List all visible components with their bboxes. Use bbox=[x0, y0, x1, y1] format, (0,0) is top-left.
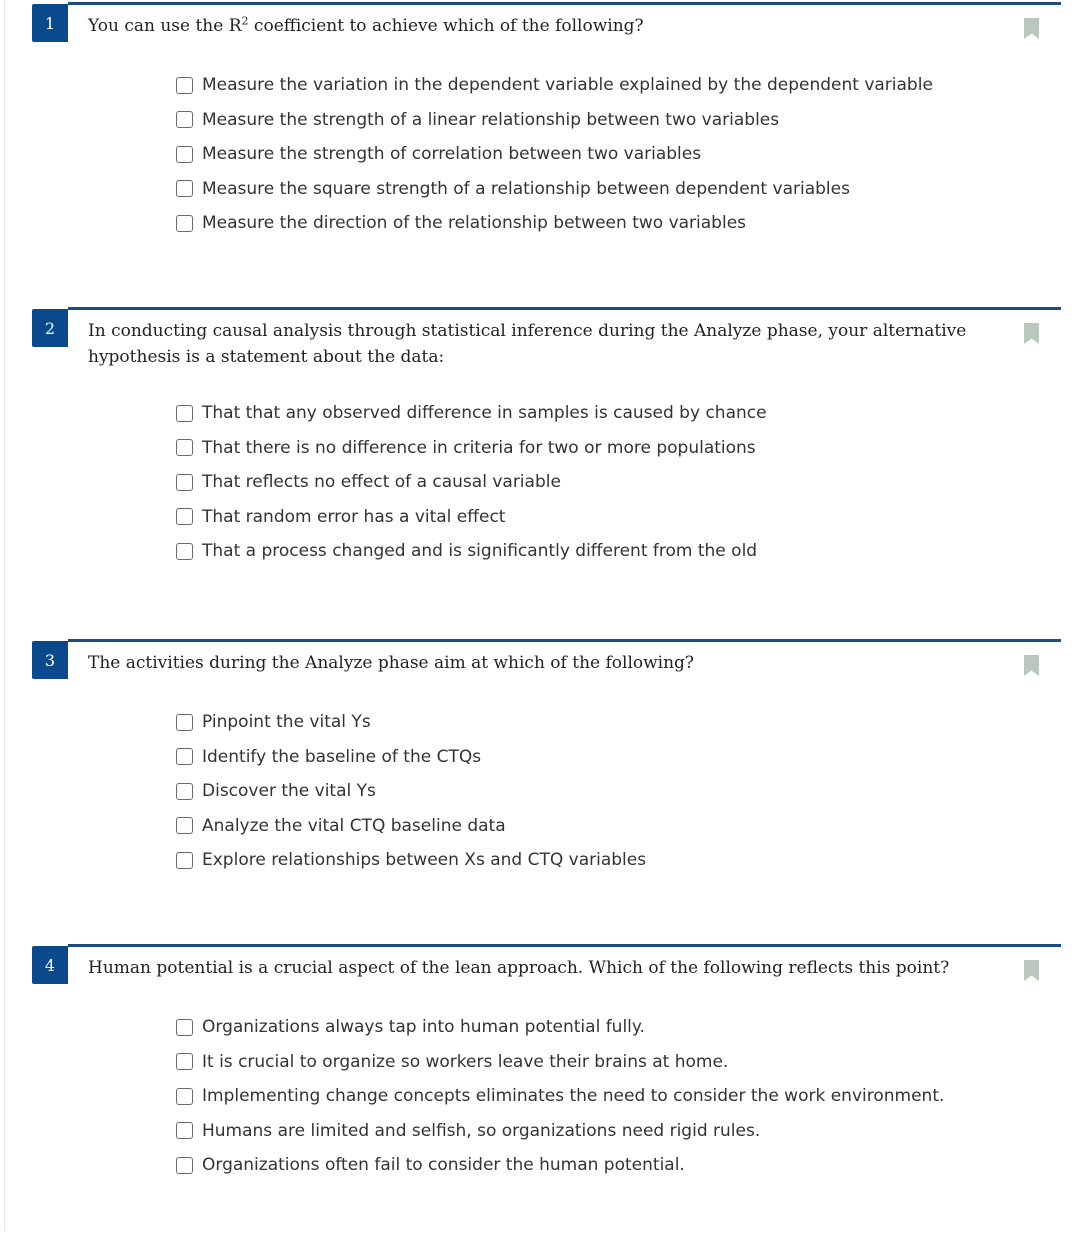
question-text: The activities during the Analyze phase aim at which of the following? bbox=[88, 653, 695, 673]
checkbox-icon[interactable] bbox=[176, 1122, 193, 1139]
bookmark-icon[interactable] bbox=[1024, 18, 1039, 39]
question-text-end: coefficient to achieve which of the following? bbox=[248, 16, 644, 36]
checkbox-icon[interactable] bbox=[176, 783, 193, 800]
question-number: 3 bbox=[32, 641, 68, 679]
question-1 bbox=[30, 2, 1061, 302]
answer-option-label: Humans are limited and selfish, so organizations need rigid rules. bbox=[202, 1120, 761, 1141]
answer-option-label: It is crucial to organize so workers leave their brains at home. bbox=[202, 1051, 729, 1072]
answer-option[interactable] bbox=[176, 137, 933, 172]
answer-option[interactable] bbox=[176, 206, 933, 241]
answer-options bbox=[176, 705, 646, 878]
question-divider bbox=[68, 2, 1061, 5]
question-divider bbox=[68, 639, 1061, 642]
answer-option[interactable] bbox=[176, 1010, 944, 1045]
answer-option[interactable] bbox=[176, 1079, 944, 1114]
question-3 bbox=[30, 639, 1061, 939]
answer-option-label: That reflects no effect of a causal variable bbox=[202, 472, 561, 493]
answer-option[interactable] bbox=[176, 1045, 944, 1080]
answer-option-label: Measure the variation in the dependent variable explained by the dependent variable bbox=[202, 75, 933, 96]
question-text: In conducting causal analysis through statistical inference during the Analyze phase, your alternative hypothesis is a statement about the data: bbox=[88, 321, 967, 367]
answer-option[interactable] bbox=[176, 103, 933, 138]
question-2 bbox=[30, 307, 1061, 607]
bookmark-icon[interactable] bbox=[1024, 655, 1039, 676]
checkbox-icon[interactable] bbox=[176, 111, 193, 128]
checkbox-icon[interactable] bbox=[176, 180, 193, 197]
question-number: 1 bbox=[32, 4, 68, 42]
question-divider bbox=[68, 944, 1061, 947]
checkbox-icon[interactable] bbox=[176, 1053, 193, 1070]
answer-options bbox=[176, 396, 767, 569]
question-text: Human potential is a crucial aspect of the lean approach. Which of the following reflects this point? bbox=[88, 958, 950, 978]
answer-option-label: Organizations often fail to consider the human potential. bbox=[202, 1155, 685, 1176]
checkbox-icon[interactable] bbox=[176, 474, 193, 491]
answer-option-label: That a process changed and is significantly different from the old bbox=[202, 541, 758, 562]
answer-option[interactable] bbox=[176, 465, 767, 500]
answer-option[interactable] bbox=[176, 396, 767, 431]
checkbox-icon[interactable] bbox=[176, 714, 193, 731]
checkbox-icon[interactable] bbox=[176, 1088, 193, 1105]
question-number: 2 bbox=[32, 309, 68, 347]
answer-option-label: That random error has a vital effect bbox=[202, 506, 506, 527]
answer-options bbox=[176, 1010, 944, 1183]
answer-option-label: Pinpoint the vital Ys bbox=[202, 712, 371, 733]
answer-option[interactable] bbox=[176, 1148, 944, 1183]
checkbox-icon[interactable] bbox=[176, 77, 193, 94]
answer-option-label: That that any observed difference in samples is caused by chance bbox=[202, 403, 767, 424]
answer-option-label: Analyze the vital CTQ baseline data bbox=[202, 815, 506, 836]
answer-option-label: Measure the square strength of a relationship between dependent variables bbox=[202, 178, 850, 199]
answer-option[interactable] bbox=[176, 68, 933, 103]
page-left-edge bbox=[4, 0, 5, 1231]
question-superscript: 2 bbox=[241, 14, 249, 28]
answer-options bbox=[176, 68, 933, 241]
answer-option[interactable] bbox=[176, 500, 767, 535]
answer-option[interactable] bbox=[176, 843, 646, 878]
checkbox-icon[interactable] bbox=[176, 748, 193, 765]
answer-option-label: Organizations always tap into human potential fully. bbox=[202, 1017, 645, 1038]
answer-option[interactable] bbox=[176, 809, 646, 844]
answer-option[interactable] bbox=[176, 774, 646, 809]
checkbox-icon[interactable] bbox=[176, 405, 193, 422]
answer-option[interactable] bbox=[176, 431, 767, 466]
answer-option-label: Measure the strength of a linear relationship between two variables bbox=[202, 109, 780, 130]
answer-option-label: Explore relationships between Xs and CTQ variables bbox=[202, 850, 647, 871]
answer-option-label: Identify the baseline of the CTQs bbox=[202, 746, 482, 767]
answer-option-label: Implementing change concepts eliminates the need to consider the work environment. bbox=[202, 1086, 945, 1107]
checkbox-icon[interactable] bbox=[176, 817, 193, 834]
answer-option-label: Discover the vital Ys bbox=[202, 781, 376, 802]
answer-option[interactable] bbox=[176, 705, 646, 740]
checkbox-icon[interactable] bbox=[176, 852, 193, 869]
answer-option[interactable] bbox=[176, 172, 933, 207]
answer-option[interactable] bbox=[176, 534, 767, 569]
checkbox-icon[interactable] bbox=[176, 508, 193, 525]
checkbox-icon[interactable] bbox=[176, 146, 193, 163]
answer-option[interactable] bbox=[176, 1114, 944, 1149]
question-text-start: You can use the R bbox=[88, 16, 242, 36]
question-number: 4 bbox=[32, 946, 68, 984]
checkbox-icon[interactable] bbox=[176, 439, 193, 456]
answer-option[interactable] bbox=[176, 740, 646, 775]
answer-option-label: Measure the strength of correlation between two variables bbox=[202, 144, 702, 165]
question-4 bbox=[30, 944, 1061, 1244]
bookmark-icon[interactable] bbox=[1024, 960, 1039, 981]
answer-option-label: That there is no difference in criteria for two or more populations bbox=[202, 437, 756, 458]
checkbox-icon[interactable] bbox=[176, 215, 193, 232]
question-text bbox=[88, 13, 1018, 39]
answer-option-label: Measure the direction of the relationship between two variables bbox=[202, 213, 747, 234]
question-divider bbox=[68, 307, 1061, 310]
bookmark-icon[interactable] bbox=[1024, 323, 1039, 344]
checkbox-icon[interactable] bbox=[176, 1019, 193, 1036]
checkbox-icon[interactable] bbox=[176, 543, 193, 560]
checkbox-icon[interactable] bbox=[176, 1157, 193, 1174]
